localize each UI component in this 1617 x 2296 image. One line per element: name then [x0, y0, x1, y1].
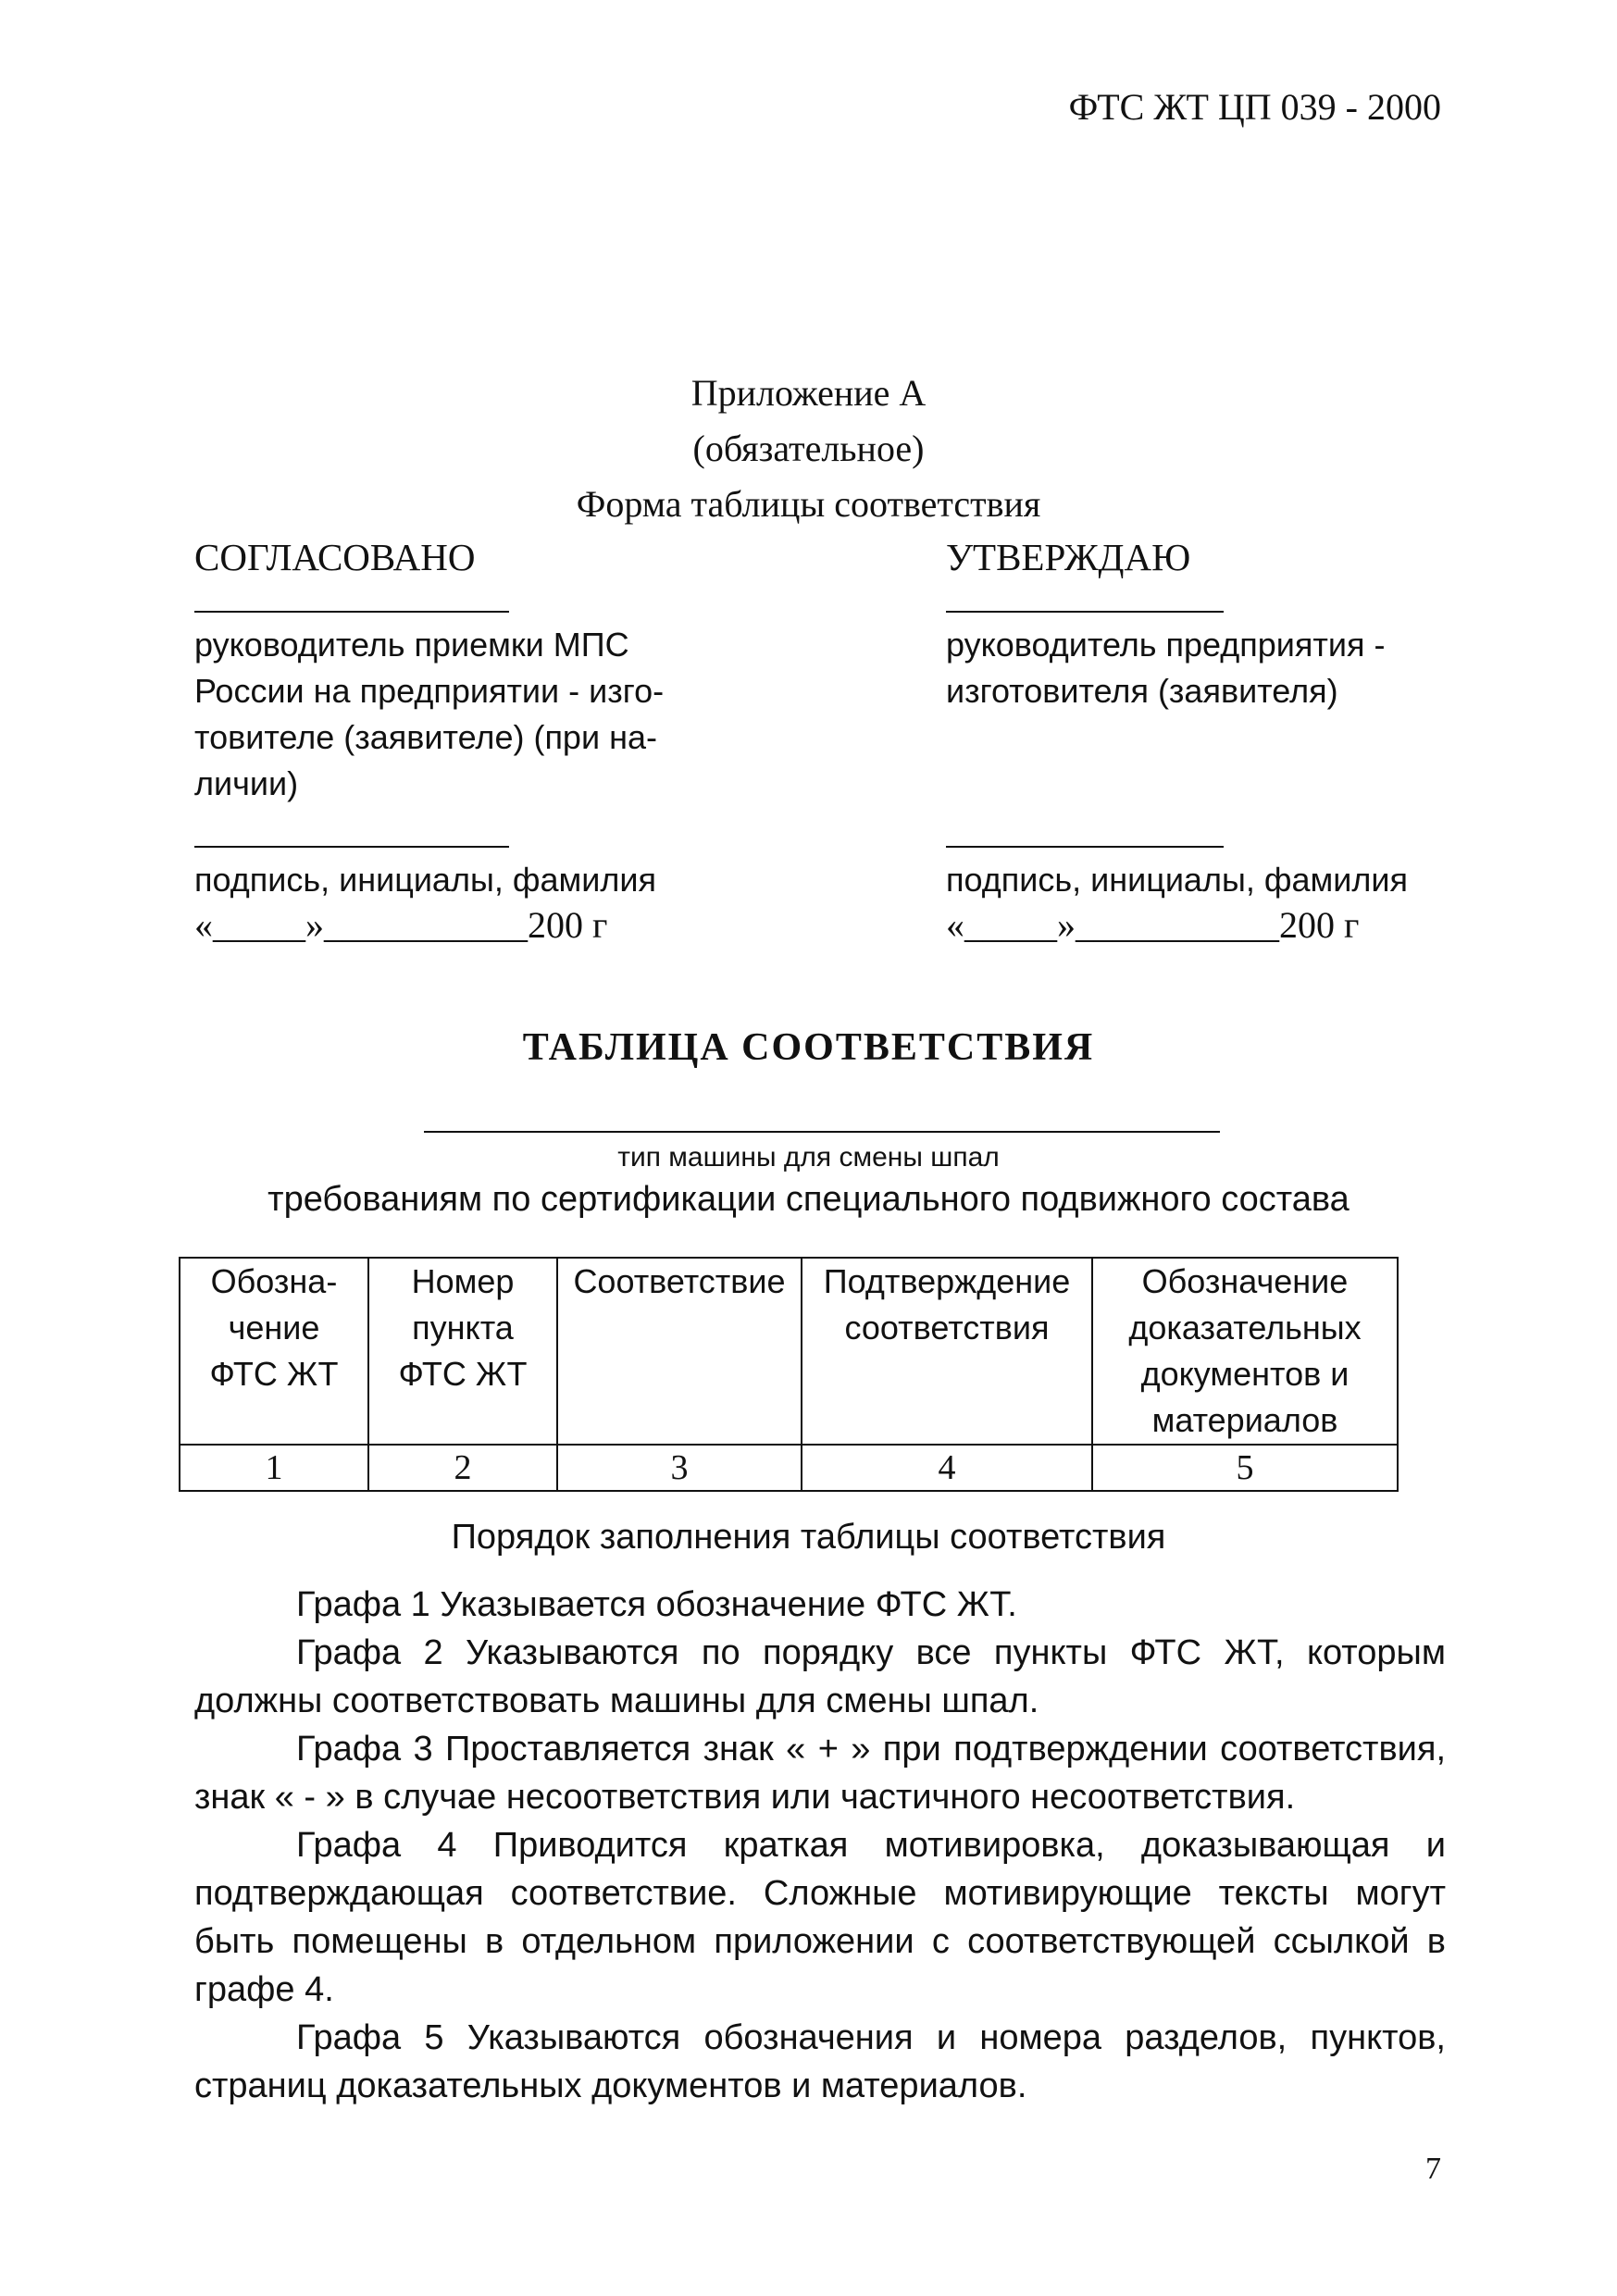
approval-right-role — [946, 622, 1408, 714]
column-header: Обозна- чение ФТС ЖТ — [180, 1258, 368, 1445]
annex-status: (обязательное) — [692, 428, 925, 469]
column-number: 1 — [180, 1445, 368, 1491]
paragraph: Графа 2 Указываются по порядку все пункты ФТС ЖТ, которым должны соответствовать машины для смены шпал. — [194, 1633, 1446, 1720]
table-header-row — [180, 1258, 1398, 1445]
signature-line — [194, 846, 509, 848]
date-field: «_____»___________200 г — [194, 904, 608, 946]
order-title: Порядок заполнения таблицы соответствия — [451, 1518, 1166, 1557]
approval-left-role — [194, 622, 664, 807]
column-number: 3 — [557, 1445, 802, 1491]
role-line: руководитель приемки МПС — [194, 626, 629, 664]
column-header: Подтверждение соответствия — [802, 1258, 1092, 1445]
date-field: «_____»___________200 г — [946, 904, 1360, 946]
annex-subject: Форма таблицы соответствия — [576, 483, 1041, 525]
approval-right-heading: УТВЕРЖДАЮ — [946, 536, 1191, 578]
role-line: России на предприятии - изго- — [194, 672, 665, 710]
annex-heading — [0, 366, 1617, 532]
column-header: Номер пункта ФТС ЖТ — [368, 1258, 557, 1445]
paragraph: Графа 3 Проставляется знак « + » при подтверждении соответствия, знак « - » в случае несоответствия или частичного несоответствия. — [194, 1730, 1446, 1817]
machine-type-blank-line — [424, 1131, 1220, 1133]
approval-left-block — [194, 535, 664, 948]
machine-type-caption: тип машины для смены шпал — [617, 1142, 1000, 1173]
role-line: личии) — [194, 764, 299, 802]
role-line: товителе (заявителе) (при на- — [194, 718, 657, 756]
conformity-table — [179, 1257, 1399, 1492]
approval-left-heading: СОГЛАСОВАНО — [194, 536, 476, 578]
column-number: 4 — [802, 1445, 1092, 1491]
table-title: ТАБЛИЦА СООТВЕТСТВИЯ — [522, 1026, 1095, 1069]
signature-line — [946, 611, 1224, 613]
column-number: 2 — [368, 1445, 557, 1491]
role-line: изготовителя (заявителя) — [946, 672, 1338, 710]
page-number: 7 — [1425, 2152, 1441, 2186]
annex-title: Приложение А — [690, 372, 927, 414]
paragraph: Графа 4 Приводится краткая мотивировка, доказывающая и подтверждающая соответствие. Сложные мотивирующие тексты могут быть помещены в отдельном приложении с соответствующей ссылкой в графе 4. — [194, 1826, 1446, 2009]
signature-caption: подпись, инициалы, фамилия — [194, 861, 656, 899]
signature-caption: подпись, инициалы, фамилия — [946, 861, 1408, 899]
column-header: Соответствие — [557, 1258, 802, 1445]
paragraph: Графа 1 Указывается обозначение ФТС ЖТ. — [296, 1585, 1017, 1624]
document-number: ФТС ЖТ ЦП 039 - 2000 — [1068, 86, 1441, 128]
signature-line — [194, 611, 509, 613]
requirements-line: требованиям по сертификации специального подвижного состава — [267, 1180, 1350, 1219]
column-header: Обозначение доказательных документов и материалов — [1092, 1258, 1398, 1445]
paragraph: Графа 5 Указываются обозначения и номера разделов, пунктов, страниц доказательных документов и материалов. — [194, 2018, 1446, 2105]
column-number: 5 — [1092, 1445, 1398, 1491]
signature-line — [946, 846, 1224, 848]
approval-right-block — [946, 535, 1408, 948]
instructions — [194, 1581, 1446, 2110]
role-line: руководитель предприятия - — [946, 626, 1386, 664]
table-row — [180, 1445, 1398, 1491]
